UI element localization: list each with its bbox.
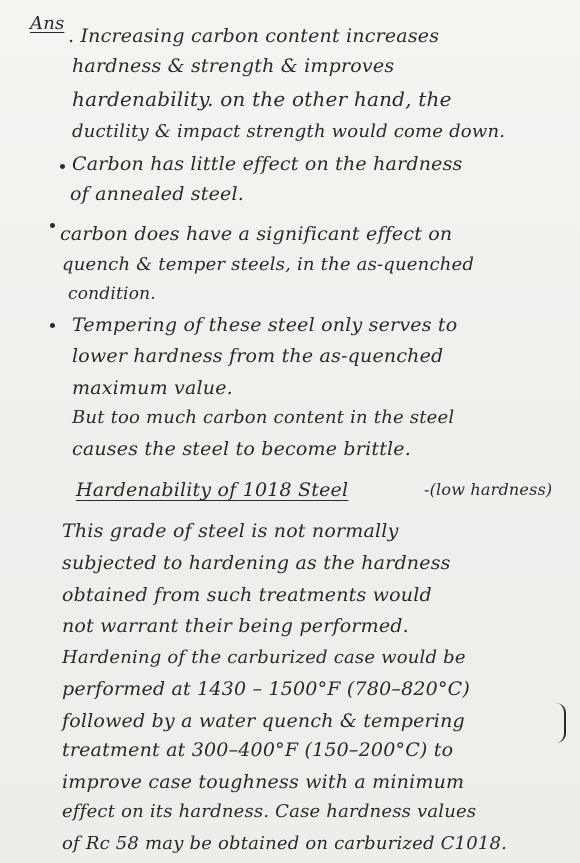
section-line: not warrant their being performed. [62, 615, 409, 637]
section-line: subjected to hardening as the hardness [62, 552, 451, 574]
paragraph-line: hardness & strength & improves [72, 55, 395, 77]
bullet-line: condition. [68, 284, 156, 304]
bullet-line: But too much carbon content in the steel [72, 407, 455, 428]
section-line: performed at 1430 – 1500°F (780–820°C) [62, 678, 471, 700]
paragraph-line: . Increasing carbon content increases [68, 25, 440, 47]
bullet-line: lower hardness from the as-quenched [72, 345, 444, 367]
section-line: improve case toughness with a minimum [62, 771, 465, 793]
bullet-line: of annealed steel. [70, 183, 244, 205]
section-subheading: -(low hardness) [424, 480, 553, 499]
paragraph-line: hardenability. on the other hand, the [72, 87, 452, 111]
bullet-line: maximum value. [72, 377, 233, 399]
paragraph-line: ductility & impact strength would come down. [72, 121, 506, 142]
section-heading: Hardenability of 1018 Steel [76, 479, 349, 501]
bullet-line: Carbon has little effect on the hardness [72, 153, 463, 175]
section-line: followed by a water quench & tempering [62, 710, 465, 732]
bullet-dot [50, 323, 55, 328]
bullet-line: causes the steel to become brittle. [72, 438, 411, 460]
section-line: treatment at 300–400°F (150–200°C) to [62, 739, 454, 761]
bullet-dot [60, 164, 65, 169]
bullet-line: Tempering of these steel only serves to [72, 314, 458, 336]
section-line: effect on its hardness. Case hardness values [62, 801, 477, 822]
section-line: Hardening of the carburized case would be [62, 647, 466, 668]
bullet-line: carbon does have a significant effect on [60, 223, 453, 245]
section-line: of Rc 58 may be obtained on carburized C1018. [62, 833, 508, 854]
answer-label: Ans [30, 13, 65, 34]
bullet-dot [50, 223, 55, 228]
bullet-line: quench & temper steels, in the as-quenched [62, 254, 475, 275]
section-line: This grade of steel is not normally [62, 520, 399, 542]
section-line: obtained from such treatments would [62, 584, 432, 606]
handwritten-brace-mark [556, 703, 566, 743]
